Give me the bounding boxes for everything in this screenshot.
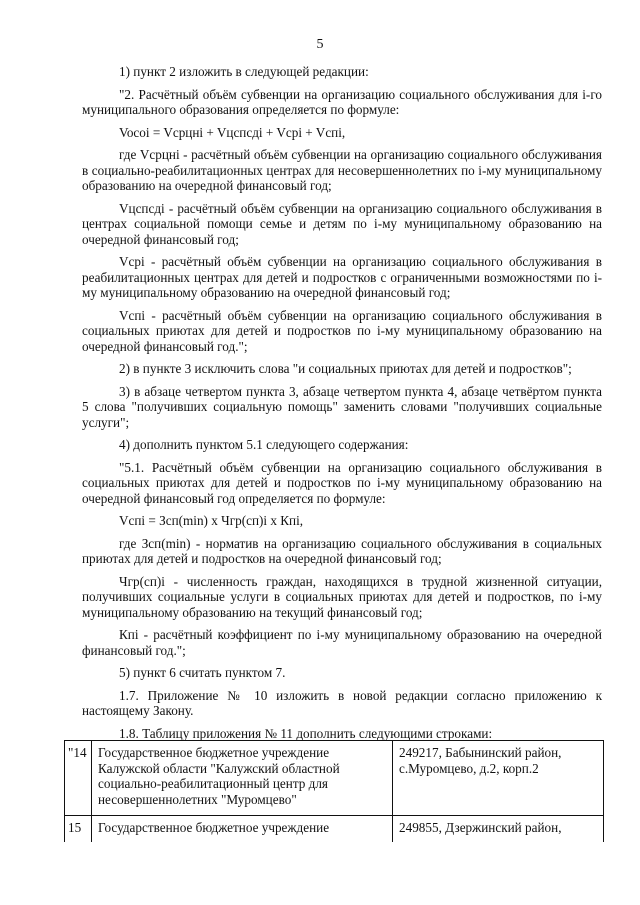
paragraph-def-zsp: где Зсп(min) - норматив на организацию социального обслуживания в социальных приютах для детей и подростков на очередной финансовый год; (82, 535, 602, 566)
formula-vocoi: Vocoi = Vcрцнi + Vцспсдi + Vcpi + Vcпi, (119, 124, 346, 140)
paragraph-def-vsr: Vcpi - расчётный объём субвенции на организацию социального обслуживания в реабилитационных центрах для детей и подростков с ограниченными возможностями по i-му муниципальному образованию на очередной финансовый год; (82, 254, 602, 300)
paragraph-item-6-renumber: 5) пункт 6 считать пунктом 7. (119, 665, 286, 680)
paragraph-def-vsp: Vcпi - расчётный объём субвенции на организацию социального обслуживания в социальных приютах для детей и подростков по i-му муниципальному образованию на очередной финансовый год."; (82, 307, 602, 354)
appendix-table (64, 740, 604, 842)
paragraph-replace-words: 3) в абзаце четвертом пункта 3, абзаце четвертом пункта 4, абзаце четвёртом пункта 5 слова "получивших социальную помощь" заменить словами "получивших социальные услуги"; (82, 383, 602, 430)
formula-vspi: Vcпi = Зсп(min) x Чгр(сп)i x Кпi, (119, 513, 304, 528)
paragraph-amend-item-2: 1) пункт 2 изложить в следующей редакции: (119, 64, 369, 79)
paragraph-appendix-10: 1.7. Приложение № 10 изложить в новой редакции согласно приложению к настоящему Закону. (82, 687, 602, 718)
paragraph-def-vcspsd: Vцспсдi - расчётный объём субвенции на организацию социального обслуживания в центрах социальной помощи семье и детям по i-му муниципальному образованию на очередной финансовый год; (82, 200, 602, 247)
paragraph-def-vsrcn: где Vcрцнi - расчётный объём субвенции на организацию социального обслуживания в социально-реабилитационных центрах для несовершеннолетних по i-му муниципальному образованию на очередной финансовый год; (82, 147, 602, 193)
paragraph-def-kpi: Кпi - расчётный коэффициент по i-му муниципальному образованию на очередной финансовый год."; (82, 627, 602, 658)
institution-address: 249855, Дзержинский район, (393, 816, 604, 843)
document-body (82, 64, 602, 748)
paragraph-item-2-intro: "2. Расчётный объём субвенции на организацию социального обслуживания для i-го муниципального образования определяется по формуле: (82, 86, 602, 117)
table-row (65, 741, 604, 816)
row-number: "14 (65, 741, 92, 816)
paragraph-item-3-exclude: 2) в пункте 3 исключить слова "и социальных приютах для детей и подростков"; (119, 361, 572, 376)
institution-name: Государственное бюджетное учреждение (92, 816, 393, 843)
institution-name: Государственное бюджетное учреждение Калужской области "Калужский областной социально-реабилитационный центр для несовершеннолетних "Муромцево" (92, 741, 393, 816)
paragraph-def-chgr: Чгр(сп)i - численность граждан, находящихся в трудной жизненной ситуации, получивших социальные услуги в социальных приютах для детей и подростков, по i-му муниципальному образованию на текущий финансовый год; (82, 573, 602, 620)
paragraph-appendix-11: 1.8. Таблицу приложения № 11 дополнить следующими строками: (119, 725, 493, 741)
paragraph-add-item-5-1: 4) дополнить пунктом 5.1 следующего содержания: (119, 437, 409, 452)
institution-address: 249217, Бабынинский район, с.Муромцево, д.2, корп.2 (393, 741, 604, 816)
page-number: 5 (316, 37, 324, 52)
table-row (65, 816, 604, 843)
paragraph-item-5-1-intro: "5.1. Расчётный объём субвенции на организацию социального обслуживания в социальных приютах для детей и подростков по i-му муниципальному образованию на очередной финансовый год определяется по формуле: (82, 459, 602, 506)
row-number: 15 (65, 816, 92, 843)
